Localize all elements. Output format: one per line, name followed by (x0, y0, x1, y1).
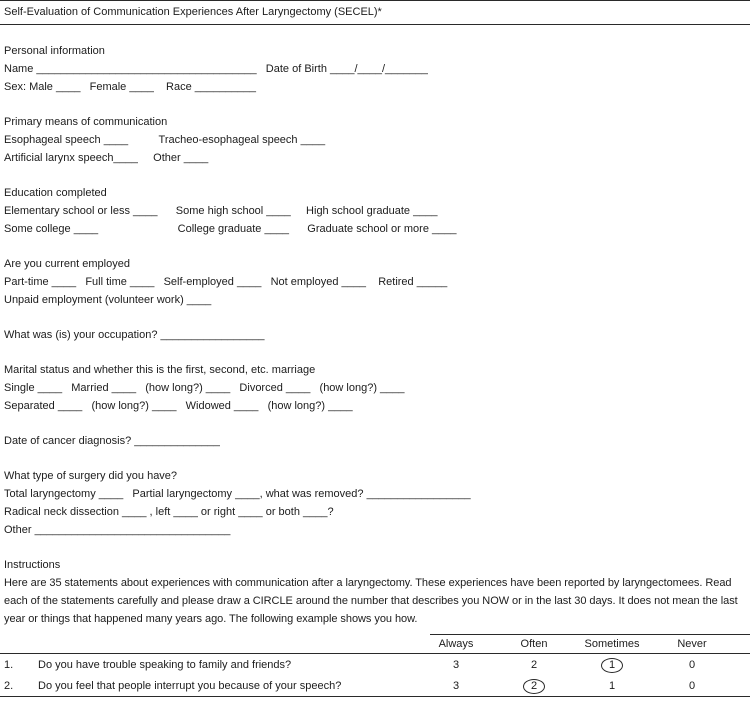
form-line-diagnosis-date: Date of cancer diagnosis? ______________ (4, 435, 220, 447)
section-heading: Education completed (4, 187, 107, 199)
form-line-speech-types-1: Esophageal speech ____ Tracheo-esophageal speech ____ (4, 134, 326, 146)
example-table (0, 634, 750, 697)
score-option-always[interactable]: 3 (452, 658, 460, 671)
column-header-often: Often (520, 638, 548, 650)
form-line-employment-1: Part-time ____ Full time ____ Self-employed ____ Not employed ____ Retired _____ (4, 276, 448, 288)
section-heading: Instructions (4, 559, 61, 571)
form-body (0, 25, 750, 628)
section-heading: Are you current employed (4, 258, 130, 270)
column-header-always: Always (438, 638, 474, 650)
form-line-name-dob: Name ____________________________________ Date of Birth ____/____/_______ (4, 63, 428, 75)
form-line-marital-1: Single ____ Married ____ (how long?) ____ Divorced ____ (how long?) ____ (4, 382, 405, 394)
table-row (0, 654, 750, 675)
page-title: Self-Evaluation of Communication Experiences After Laryngectomy (SECEL)* (4, 6, 382, 18)
section-heading: Marital status and whether this is the first, second, etc. marriage (4, 364, 316, 376)
form-line-speech-types-2: Artificial larynx speech____ Other ____ (4, 152, 209, 164)
form-line-sex-race: Sex: Male ____ Female ____ Race __________ (4, 81, 256, 93)
section-cancer-diagnosis (4, 432, 746, 450)
question-text: Do you have trouble speaking to family and friends? (38, 658, 292, 671)
section-education (4, 184, 746, 238)
score-option-never[interactable]: 0 (688, 658, 696, 671)
section-employment (4, 255, 746, 309)
table-bottom-rule (0, 696, 750, 697)
question-number: 1. (4, 658, 14, 671)
form-line-occupation: What was (is) your occupation? _________________ (4, 329, 265, 341)
score-option-sometimes[interactable]: 1 (601, 658, 623, 673)
form-line-surgery-2: Radical neck dissection ____ , left ____ or right ____ or both ____? (4, 506, 334, 518)
column-header-sometimes: Sometimes (584, 638, 640, 650)
form-line-surgery-other: Other ________________________________ (4, 524, 231, 536)
form-line-surgery-1: Total laryngectomy ____ Partial laryngectomy ____, what was removed? _________________ (4, 488, 471, 500)
section-heading: Primary means of communication (4, 116, 168, 128)
column-header-never: Never (677, 638, 707, 650)
section-marital-status (4, 361, 746, 415)
instructions-paragraph: Here are 35 statements about experiences with communication after a laryngectomy. These experiences have been reported by laryngectomees. Read each of the statements carefully and please draw a CIRCLE around the number that describes you NOW or in the last 30 days. It does not mean the last year or things that happened many years ago. The following example shows you how. (4, 577, 738, 625)
section-occupation (4, 326, 746, 344)
section-surgery (4, 467, 746, 539)
form-line-education-2: Some college ____ College graduate ____ Graduate school or more ____ (4, 223, 457, 235)
section-communication-means (4, 113, 746, 167)
table-header-row (0, 635, 750, 653)
question-text: Do you feel that people interrupt you because of your speech? (38, 679, 342, 692)
form-line-marital-2: Separated ____ (how long?) ____ Widowed ____ (how long?) ____ (4, 400, 353, 412)
score-option-never[interactable]: 0 (688, 679, 696, 692)
score-option-sometimes[interactable]: 1 (608, 679, 616, 692)
score-option-always[interactable]: 3 (452, 679, 460, 692)
form-line-employment-2: Unpaid employment (volunteer work) ____ (4, 294, 212, 306)
question-number: 2. (4, 679, 14, 692)
score-option-often[interactable]: 2 (523, 679, 545, 694)
section-personal-information (4, 42, 746, 96)
form-line-education-1: Elementary school or less ____ Some high school ____ High school graduate ____ (4, 205, 438, 217)
section-heading: Personal information (4, 45, 105, 57)
section-instructions (4, 556, 746, 628)
section-heading: What type of surgery did you have? (4, 470, 178, 482)
score-option-often[interactable]: 2 (530, 658, 538, 671)
table-row (0, 675, 750, 696)
